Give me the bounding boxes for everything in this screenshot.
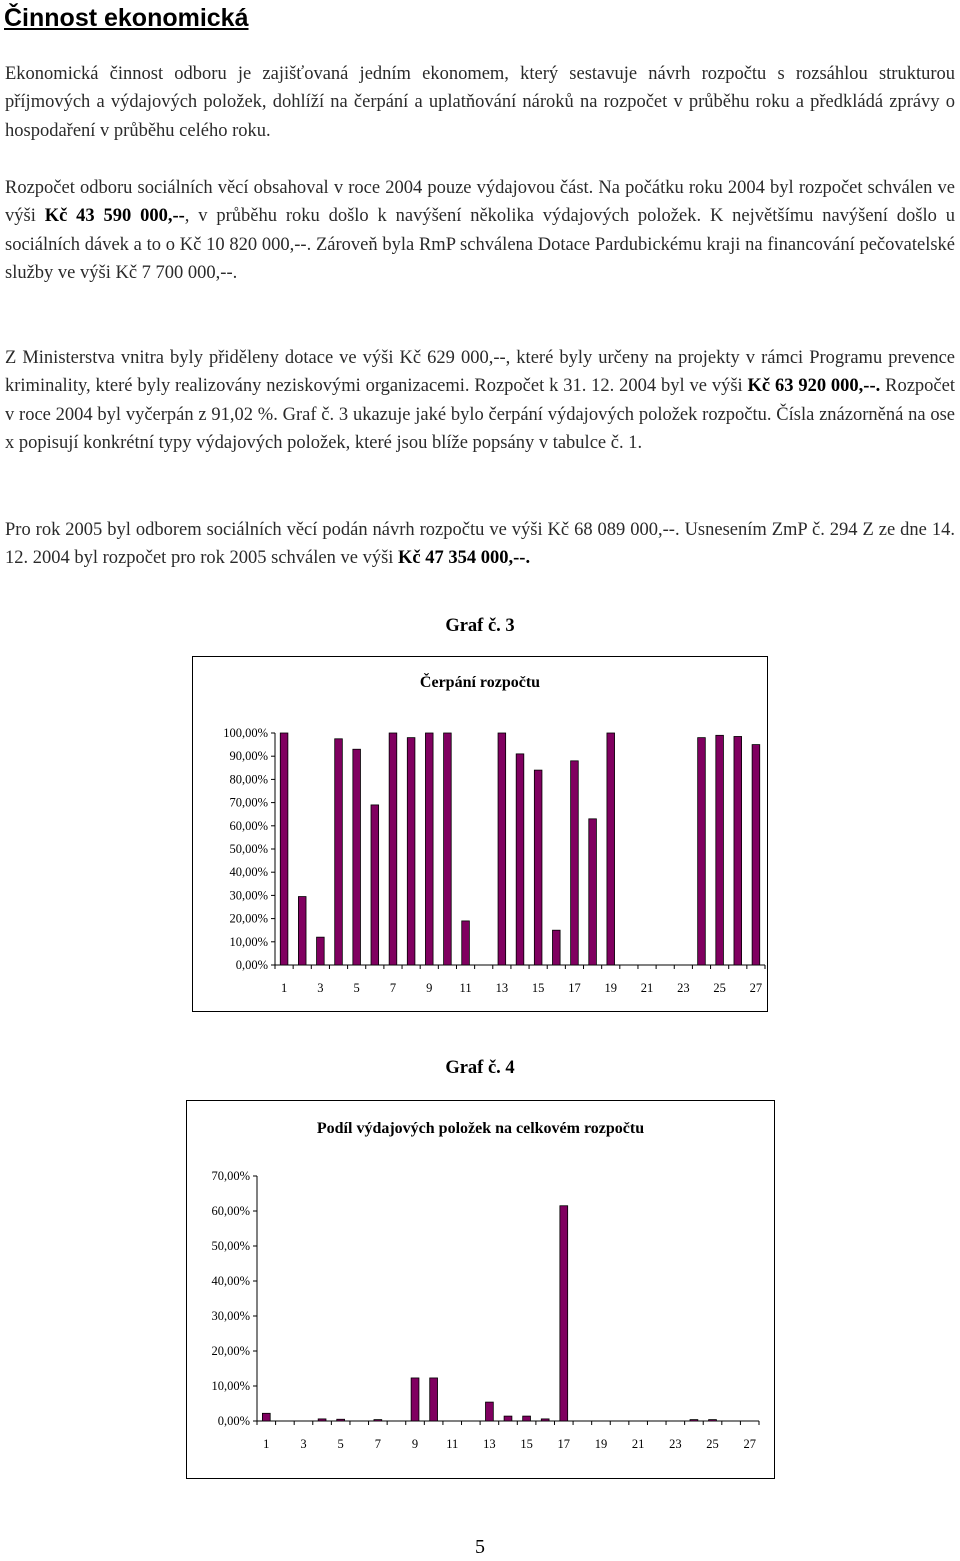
chart-cerpani-rozpoctu (192, 656, 768, 1012)
bar-item-9 (425, 733, 433, 965)
x-tick-label: 23 (677, 981, 690, 995)
x-tick-label: 21 (640, 981, 654, 995)
bold-amount: Kč 63 920 000,--. (747, 376, 881, 397)
x-tick-label: 13 (483, 1437, 496, 1451)
y-tick-label: 30,00% (211, 1309, 250, 1323)
chart-title: Podíl výdajových položek na celkovém rozpočtu (316, 1120, 645, 1137)
y-tick-label: 50,00% (229, 842, 268, 856)
paragraph-2 (5, 174, 955, 288)
y-tick-label: 60,00% (211, 1204, 250, 1218)
chart-podil-vydajovych-polozek (186, 1100, 775, 1479)
x-tick-label: 23 (669, 1437, 682, 1451)
bar-item-10 (430, 1378, 438, 1421)
text-run: Z Ministerstva vnitra byly přiděleny dotace ve výši Kč 629 000,--, které byly určeny na projekty v rámci Programu prevence kriminality, které byly realizovány neziskovými organizacemi. Rozpočet k 31. 12. 2004 byl ve výši (5, 348, 955, 397)
bar-item-5 (353, 749, 361, 965)
x-tick-label: 11 (446, 1437, 459, 1451)
y-tick-label: 30,00% (229, 888, 268, 903)
bar-item-15 (523, 1416, 531, 1421)
y-tick-label: 70,00% (211, 1169, 250, 1183)
bar-item-26 (734, 736, 742, 965)
bar-item-16 (541, 1419, 549, 1421)
y-tick-label: 60,00% (229, 818, 268, 833)
x-tick-label: 27 (743, 1437, 756, 1451)
y-tick-label: 0,00% (235, 958, 268, 972)
bar-item-11 (462, 921, 470, 965)
y-tick-label: 40,00% (211, 1274, 250, 1288)
x-tick-label: 19 (594, 1437, 608, 1451)
x-tick-label: 15 (520, 1437, 533, 1451)
section-heading: Činnost ekonomická (4, 4, 249, 32)
x-tick-label: 17 (568, 981, 581, 995)
x-tick-label: 25 (713, 981, 726, 995)
y-tick-label: 100,00% (223, 726, 268, 740)
bar-item-8 (407, 738, 415, 965)
bar-item-7 (389, 733, 397, 965)
bar-item-5 (337, 1419, 345, 1421)
bar-item-16 (552, 930, 560, 965)
x-tick-label: 7 (374, 1437, 381, 1451)
x-tick-label: 25 (706, 1437, 719, 1451)
bar-item-2 (298, 897, 306, 965)
y-tick-label: 40,00% (229, 865, 268, 880)
chart-plot (193, 657, 767, 1011)
bar-item-17 (560, 1206, 568, 1421)
x-tick-label: 7 (389, 981, 397, 995)
x-tick-label: 21 (631, 1437, 645, 1451)
bar-item-24 (698, 738, 706, 965)
x-tick-label: 1 (280, 981, 288, 995)
x-tick-label: 3 (300, 1437, 307, 1451)
y-tick-label: 10,00% (211, 1379, 250, 1393)
paragraph-1 (5, 60, 955, 145)
bar-item-13 (498, 733, 506, 965)
bar-item-14 (504, 1416, 512, 1421)
y-tick-label: 90,00% (229, 749, 268, 764)
text-run: Rozpočet odboru sociálních věcí obsahoval v roce 2004 pouze výdajovou část. Na počátku roku 2004 byl rozpočet schválen ve výši (5, 178, 955, 227)
bar-item-10 (444, 733, 452, 965)
bar-item-1 (262, 1413, 270, 1421)
graf3-caption: Graf č. 3 (445, 616, 515, 636)
text-run: Pro rok 2005 byl odborem sociálních věcí podán návrh rozpočtu ve výši Kč 68 089 000,--. Usnesením ZmP č. 294 Z ze dne 14. 12. 2004 byl rozpočet pro rok 2005 schválen ve výši (5, 520, 955, 569)
bar-item-7 (374, 1420, 382, 1421)
bar-item-24 (690, 1420, 698, 1421)
x-tick-label: 27 (749, 981, 763, 995)
bar-item-1 (280, 733, 288, 965)
chart-title: Čerpání rozpočtu (419, 674, 541, 691)
bar-item-4 (318, 1419, 326, 1421)
paragraph-4 (5, 516, 955, 573)
bold-amount: Kč 43 590 000,-- (44, 206, 185, 227)
text-run: Rozpočet v roce 2004 byl vyčerpán z 91,02 %. Graf č. 3 ukazuje jaké bylo čerpání výdajových položek rozpočtu. Čísla znázorněná na ose x popisují konkrétní typy výdajových položek, které jsou blíže popsány v tabulce č. 1. (5, 376, 955, 454)
x-tick-label: 5 (337, 1437, 344, 1451)
text-run: , v průběhu roku došlo k navýšení několika výdajových položek. K největšímu navýšení došlo u sociálních dávek a to o Kč 10 820 000,--. Zároveň byla RmP schválena Dotace Pardubickému kraji na financování pečovatelské služby ve výši Kč 7 700 000,--. (5, 206, 955, 284)
y-tick-label: 10,00% (229, 934, 268, 949)
bar-item-19 (607, 733, 615, 965)
bar-item-14 (516, 754, 524, 965)
y-tick-label: 20,00% (229, 911, 268, 926)
x-tick-label: 19 (604, 981, 617, 995)
x-tick-label: 17 (557, 1437, 571, 1451)
bar-item-17 (571, 761, 579, 965)
bar-item-18 (589, 819, 597, 965)
x-tick-label: 5 (353, 981, 360, 995)
x-tick-label: 3 (317, 981, 324, 995)
page-number: 5 (475, 1536, 485, 1558)
bar-item-25 (709, 1420, 717, 1421)
x-tick-label: 9 (411, 1437, 419, 1451)
y-tick-label: 70,00% (229, 795, 268, 810)
x-tick-label: 9 (426, 981, 433, 995)
y-tick-label: 20,00% (211, 1344, 250, 1358)
y-tick-label: 0,00% (217, 1414, 250, 1428)
bar-item-9 (411, 1378, 419, 1421)
x-tick-label: 15 (531, 981, 545, 995)
bar-item-25 (716, 735, 724, 965)
bar-item-3 (317, 937, 325, 965)
bar-item-4 (335, 739, 343, 965)
text-run: Ekonomická činnost odboru je zajišťovaná jedním ekonomem, který sestavuje návrh rozpočtu s rozsáhlou strukturou příjmových a výdajových položek, dohlíží na čerpání a uplatňování nároků na rozpočet v průběhu roku a předkládá zprávy o hospodaření v průběhu celého roku. (5, 64, 955, 141)
bar-item-27 (752, 745, 760, 965)
bar-item-13 (486, 1402, 494, 1421)
paragraph-3 (5, 344, 955, 458)
y-tick-label: 80,00% (229, 772, 268, 787)
x-tick-label: 13 (495, 981, 509, 995)
chart-plot (187, 1101, 774, 1478)
x-tick-label: 1 (263, 1437, 270, 1451)
bold-amount: Kč 47 354 000,--. (398, 548, 531, 569)
bar-item-6 (371, 805, 379, 965)
bar-item-15 (534, 770, 542, 965)
x-tick-label: 11 (459, 981, 472, 995)
graf4-caption: Graf č. 4 (445, 1058, 515, 1078)
y-tick-label: 50,00% (211, 1239, 250, 1253)
